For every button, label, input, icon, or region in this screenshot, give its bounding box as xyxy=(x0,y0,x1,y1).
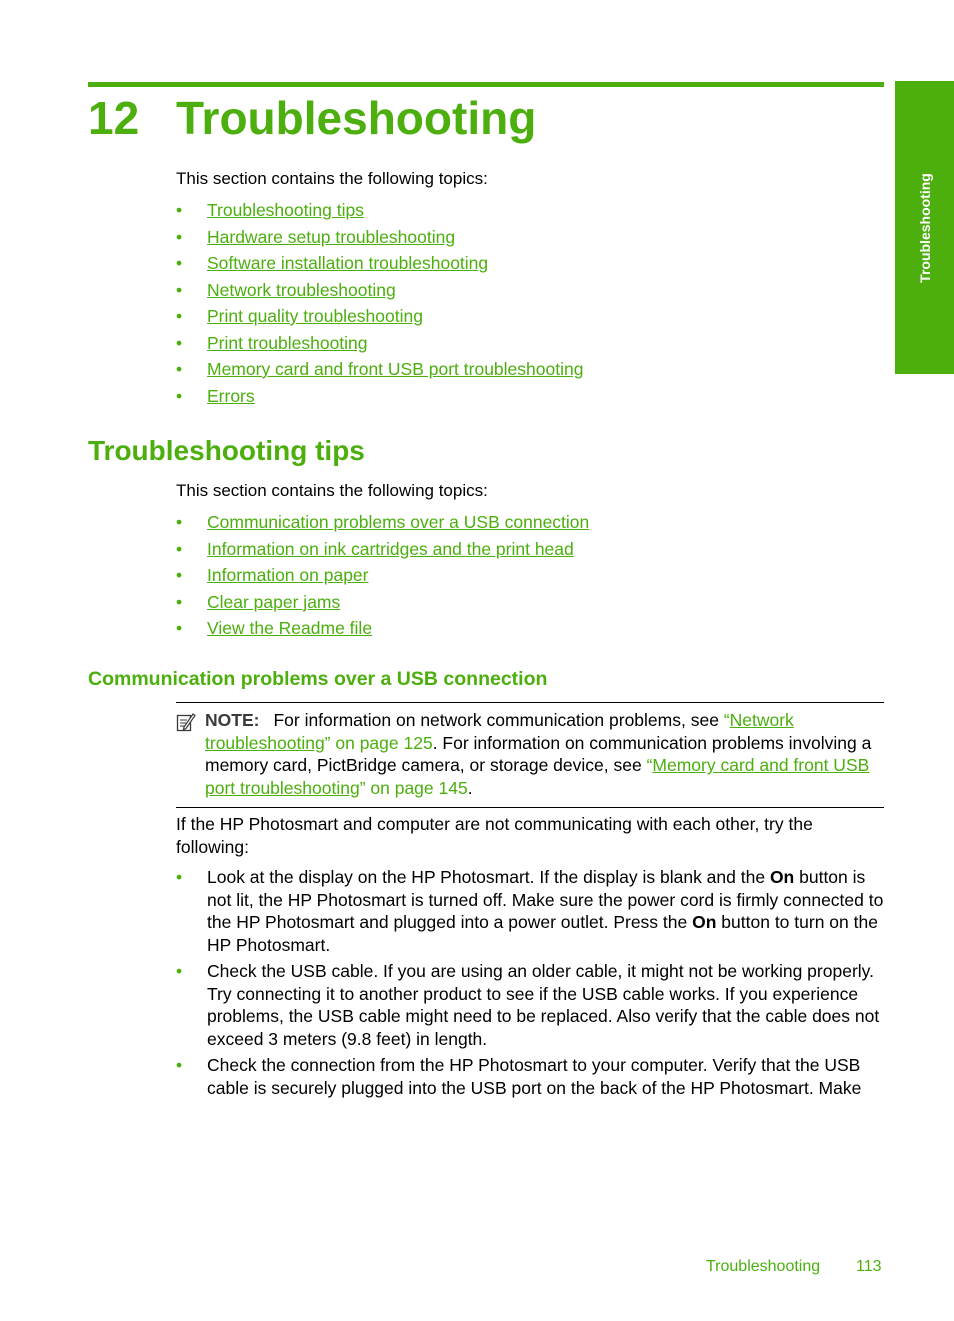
list-item xyxy=(176,617,589,644)
list-item xyxy=(176,866,884,956)
link-usb-communication[interactable]: Communication problems over a USB connection xyxy=(207,512,590,532)
link-clear-paper-jams[interactable]: Clear paper jams xyxy=(207,591,341,612)
list-item xyxy=(176,511,589,538)
list-item xyxy=(176,226,583,253)
list-item xyxy=(176,538,589,565)
link-print-troubleshooting[interactable]: Print troubleshooting xyxy=(207,332,368,353)
note-box xyxy=(176,702,884,808)
side-tab xyxy=(895,81,954,374)
note-text-part: . For information on communication problems involving a memory card, PictBridge camera, or storage device, see xyxy=(205,732,872,776)
tips-topic-list xyxy=(176,511,589,644)
usb-paragraph: If the HP Photosmart and computer are not communicating with each other, try the following: xyxy=(176,814,813,857)
step-text: Look at the display on the HP Photosmart. If the display is blank and the xyxy=(207,867,770,887)
subsection-heading-usb: Communication problems over a USB connection xyxy=(88,668,548,690)
chapter-title xyxy=(88,92,536,144)
chapter-number: 12 xyxy=(88,92,140,144)
link-print-quality[interactable]: Print quality troubleshooting xyxy=(207,306,423,326)
list-item xyxy=(176,591,589,618)
note-text-part: . xyxy=(467,777,473,798)
link-readme-file[interactable]: View the Readme file xyxy=(207,618,373,638)
ref-link-text: Memory card and front USB port troubleshooting xyxy=(205,755,870,798)
quote-mark: “ xyxy=(646,755,653,776)
ref-page: ” on page 125 xyxy=(324,732,433,753)
step-text: button is not lit, the HP Photosmart is turned off. Make sure the power cord is firmly connected to the HP Photosmart and plugged into a power outlet. Press the xyxy=(207,867,884,932)
list-item xyxy=(176,199,583,226)
list-item xyxy=(176,358,583,385)
note-text xyxy=(205,709,884,799)
chapter-top-rule xyxy=(88,82,884,87)
link-troubleshooting-tips[interactable]: Troubleshooting tips xyxy=(207,200,364,220)
footer-page-number: 113 xyxy=(856,1258,882,1275)
link-memory-card-usb[interactable]: Memory card and front USB port troubleshooting xyxy=(207,359,584,379)
list-item: • Check the USB cable. If you are using an older cable, it might not be working properly. Try connecting it to another product to see if the USB cable works. If you experience problems, the USB cable might need to be replaced. Also verify that the cable does not exceed 3 meters (9.8 feet) in length. xyxy=(176,960,884,1050)
intro-topic-list xyxy=(176,199,583,411)
link-software-installation[interactable]: Software installation troubleshooting xyxy=(207,253,489,273)
list-item xyxy=(176,279,583,306)
on-button-label: On xyxy=(769,867,795,887)
list-item xyxy=(176,564,589,591)
usb-steps-list xyxy=(176,866,884,1103)
list-item xyxy=(176,385,583,412)
tips-intro-text: This section contains the following topics: xyxy=(176,481,488,500)
list-item xyxy=(176,332,583,359)
note-pencil-icon xyxy=(176,712,196,732)
note-label: NOTE: xyxy=(205,710,260,730)
link-hardware-setup[interactable]: Hardware setup troubleshooting xyxy=(207,226,456,247)
ref-link-text: Network troubleshooting xyxy=(205,710,794,753)
section-heading-tips: Troubleshooting tips xyxy=(88,435,365,466)
link-network-troubleshooting[interactable]: Network troubleshooting xyxy=(207,279,396,300)
on-button-label: On xyxy=(692,912,717,932)
quote-mark: “ xyxy=(723,710,730,730)
link-errors[interactable]: Errors xyxy=(207,385,255,406)
intro-text: This section contains the following topics: xyxy=(176,169,488,188)
link-paper-info[interactable]: Information on paper xyxy=(207,565,369,585)
footer-section: Troubleshooting xyxy=(706,1258,821,1275)
step-text: button to turn on the HP Photosmart. xyxy=(207,912,878,955)
side-tab-label: Troubleshooting xyxy=(916,172,933,283)
ref-page: ” on page 145 xyxy=(359,777,468,798)
chapter-title-text: Troubleshooting xyxy=(176,92,537,144)
note-text-part: For information on network communication problems, see xyxy=(273,710,724,730)
list-item xyxy=(176,252,583,279)
list-item xyxy=(176,305,583,332)
list-item: • Check the connection from the HP Photosmart to your computer. Verify that the USB cable is securely plugged into the USB port on the back of the HP Photosmart. Make xyxy=(176,1054,884,1099)
link-ink-cartridges[interactable]: Information on ink cartridges and the print head xyxy=(207,538,574,559)
